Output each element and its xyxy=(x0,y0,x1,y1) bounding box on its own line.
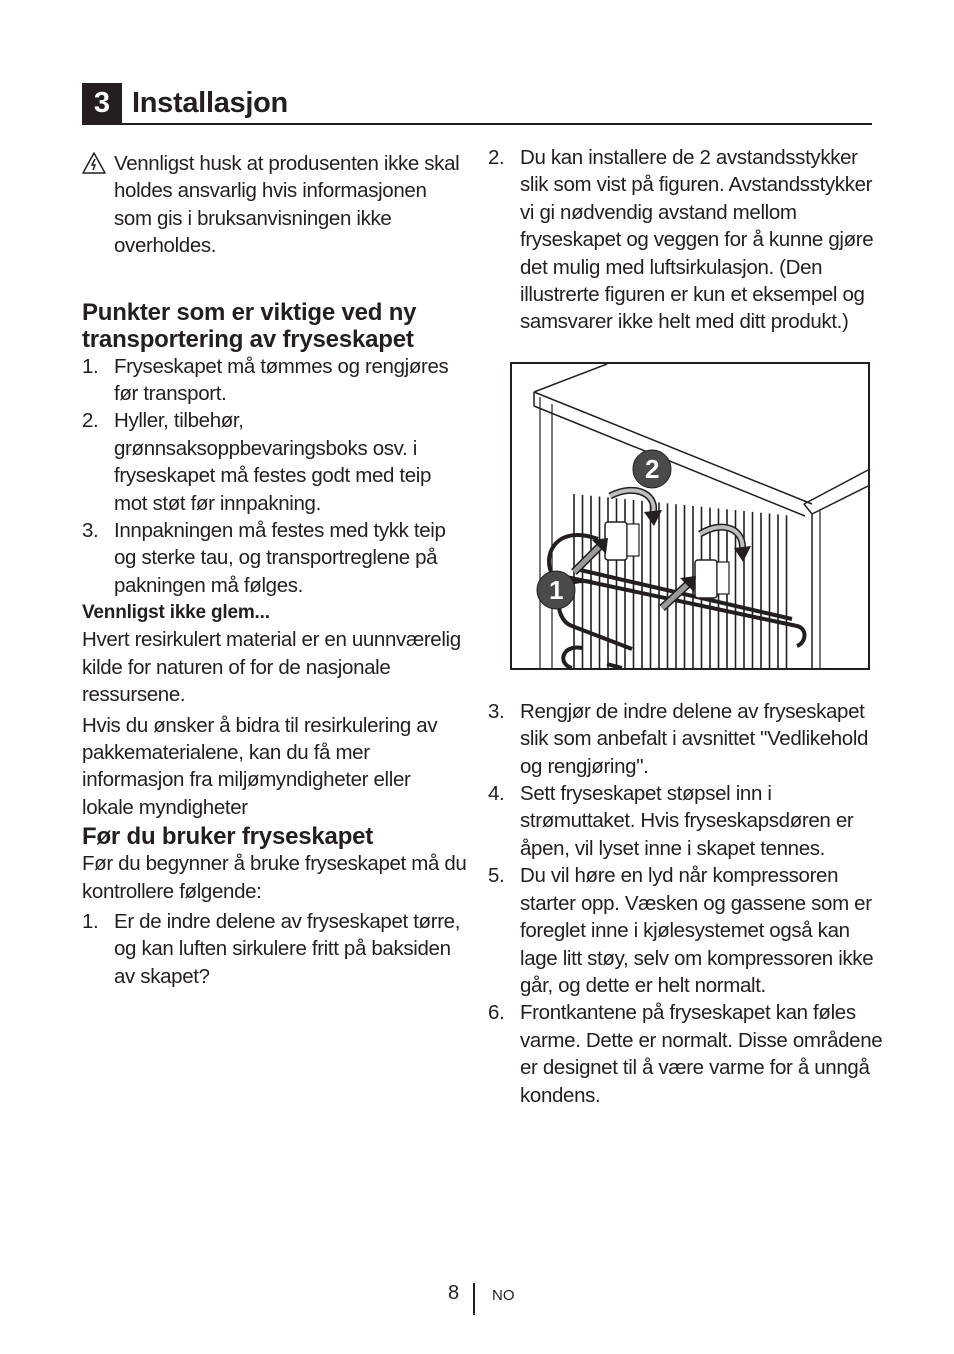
section-title-before-use: Før du bruker fryseskapet xyxy=(82,823,374,851)
language-code: NO xyxy=(492,1287,515,1304)
remember-paragraph-2: Hvis du ønsker å bidra til resirkulering av pakkematerialene, kan du få mer informasjon fra miljømyndigheter eller lokale myndigheter xyxy=(82,713,438,819)
footer-divider xyxy=(473,1283,475,1315)
spacer-installation-figure xyxy=(510,362,870,670)
list-item: 1. Er de indre delene av fryseskapet tørre, og kan luften sirkulere fritt på baksiden av skapet? xyxy=(82,909,461,988)
install-list-b xyxy=(488,698,883,1109)
warning-note xyxy=(82,150,467,260)
chapter-number: 3 xyxy=(82,83,122,123)
right-column xyxy=(488,144,883,1109)
before-use-list xyxy=(82,908,467,990)
remember-title: Vennligst ikke glem... xyxy=(82,602,270,624)
section-title-transport: Punkter som er viktige ved ny transportering av fryseskapet xyxy=(82,298,417,353)
list-item: 4. Sett fryseskapet støpsel inn i strømuttaket. Hvis fryseskapsdøren er åpen, vil lyset inne i skapet tennes. xyxy=(488,782,854,860)
transport-list xyxy=(82,353,467,600)
list-item: 1. Fryseskapet må tømmes og rengjøres før transport. xyxy=(82,354,449,406)
figure-step-1-label: 1 xyxy=(548,574,564,605)
left-column xyxy=(82,150,467,990)
figure-step-2-label: 2 xyxy=(644,453,660,484)
remember-paragraph-1: Hvert resirkulert material er en uunnværelig kilde for naturen of for de nasjonale ressursene. xyxy=(82,628,461,707)
list-item: 6. Frontkantene på fryseskapet kan føles varme. Dette er normalt. Disse områdene er designet til å være varme for å unngå kondens. xyxy=(488,1001,883,1107)
chapter-title: Installasjon xyxy=(132,87,288,119)
list-item: 2. Hyller, tilbehør, grønnsaksoppbevaringsboks osv. i fryseskapet må festes godt med teip mot støt før innpakning. xyxy=(82,409,432,515)
list-item: 2. Du kan installere de 2 avstandsstykker slik som vist på figuren. Avstandsstykker vi gi nødvendig avstand mellom fryseskapet og veggen for å kunne gjøre det mulig med luftsirkulasjon. (Den illustrerte figuren er kun et eksempel og samsvarer ikke helt med ditt produkt.) xyxy=(488,146,874,334)
fridge-back-illustration xyxy=(512,364,868,668)
chapter-header xyxy=(82,83,872,125)
page-number: 8 xyxy=(448,1282,460,1304)
warning-text: Vennligst husk at produsenten ikke skal holdes ansvarlig hvis informasjonen som gis i bruksanvisningen ikke overholdes. xyxy=(114,152,460,258)
warning-icon xyxy=(82,152,106,174)
before-use-intro: Før du begynner å bruke fryseskapet må du kontrollere følgende: xyxy=(82,852,467,903)
list-item: 3. Rengjør de indre delene av fryseskapet slik som anbefalt i avsnittet "Vedlikehold og rengjøring". xyxy=(488,699,869,778)
install-list-a xyxy=(488,144,883,336)
list-item: 5. Du vil høre en lyd når kompressoren starter opp. Væsken og gassene som er foreglet inne i kjølesystemet også kan lage litt støy, selv om kompressoren ikke går, og dette er helt normalt. xyxy=(488,864,874,997)
list-item: 3. Innpakningen må festes med tykk teip og sterke tau, og transportreglene på pakningen må følges. xyxy=(82,519,446,597)
